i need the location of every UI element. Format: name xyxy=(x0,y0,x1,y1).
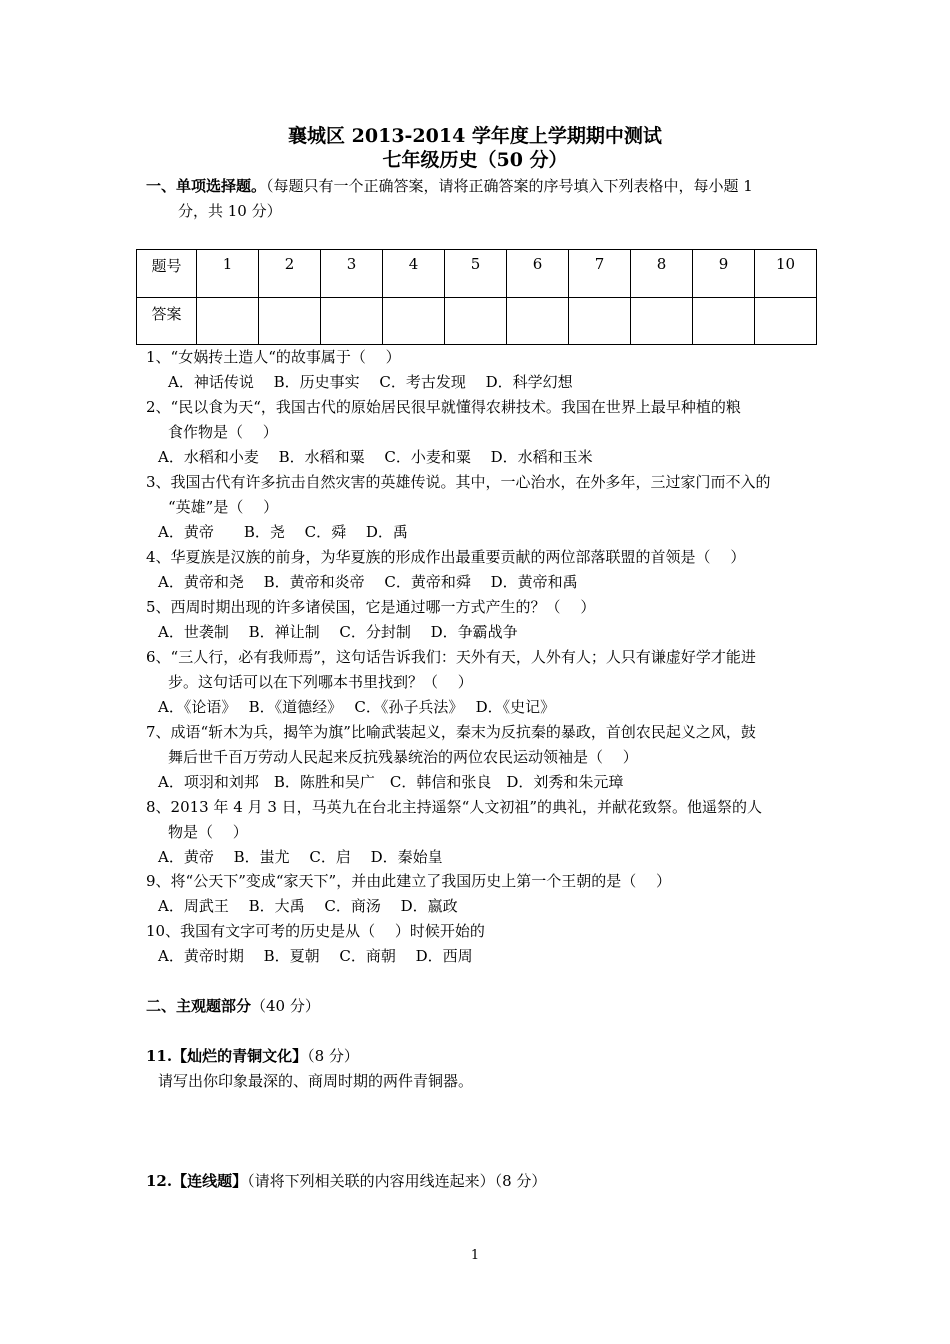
question-number-cell: 9 xyxy=(693,250,755,298)
question-11-score: （8 分） xyxy=(307,1047,359,1065)
question-7-stem: 7、成语“斩木为兵，揭竿为旗”比喻武装起义，秦末为反抗秦的暴政，首创农民起义之风，鼓 xyxy=(146,723,756,741)
question-6-stem-cont: 步。这句话可以在下列哪本书里找到？（ ） xyxy=(168,673,473,691)
question-number-cell: 7 xyxy=(569,250,631,298)
question-11-prompt: 请写出你印象最深的、商周时期的两件青铜器。 xyxy=(158,1072,474,1090)
answer-table xyxy=(136,249,817,345)
answer-cell[interactable] xyxy=(631,297,693,345)
section2-heading: 二、主观题部分 xyxy=(146,997,252,1015)
question-1-stem: 1、“女娲抟土造人“的故事属于（ ） xyxy=(146,348,401,366)
question-7-options: A．项羽和刘邦 B．陈胜和吴广 C．韩信和张良 D．刘秀和朱元璋 xyxy=(158,773,624,791)
question-number-cell: 10 xyxy=(755,250,817,298)
question-12-title: 12.【连线题】 xyxy=(146,1172,248,1190)
question-number-cell: 1 xyxy=(197,250,259,298)
section2-header xyxy=(146,995,320,1017)
answer-cell[interactable] xyxy=(197,297,259,345)
question-11-title: 11.【灿烂的青铜文化】 xyxy=(146,1047,308,1065)
question-6-options: A．《论语》 B．《道德经》 C．《孙子兵法》 D．《史记》 xyxy=(158,698,556,716)
answer-table-answer-row xyxy=(137,297,817,345)
question-9-options: A．周武王 B．大禹 C．商汤 D．嬴政 xyxy=(158,897,458,915)
section1-heading: 一、单项选择题。 xyxy=(146,177,267,195)
section1-header xyxy=(146,175,753,197)
question-8-stem: 8、2013 年 4 月 3 日，马英九在台北主持遥祭“人文初祖”的典礼，并献花致祭。他遥祭的人 xyxy=(146,798,762,816)
answer-cell[interactable] xyxy=(507,297,569,345)
answer-cell[interactable] xyxy=(755,297,817,345)
question-10-stem: 10、我国有文字可考的历史是从（ ）时候开始的 xyxy=(146,922,485,940)
row-label-answer: 答案 xyxy=(137,297,197,345)
question-11-header xyxy=(146,1045,359,1067)
answer-cell[interactable] xyxy=(445,297,507,345)
question-8-options: A．黄帝 B．蚩尤 C．启 D．秦始皇 xyxy=(158,848,443,866)
question-9-stem: 9、将“公天下”变成“家天下”，并由此建立了我国历史上第一个王朝的是（ ） xyxy=(146,872,671,890)
question-2-stem: 2、“民以食为天“，我国古代的原始居民很早就懂得农耕技术。我国在世界上最早种植的粮 xyxy=(146,398,741,416)
exam-subtitle: 七年级历史（50 分） xyxy=(382,149,568,171)
question-1-options: A．神话传说 B．历史事实 C．考古发现 D．科学幻想 xyxy=(168,373,573,391)
section1-instruction: （每题只有一个正确答案，请将正确答案的序号填入下列表格中，每小题 1 xyxy=(266,177,753,195)
question-3-options: A．黄帝 B．尧 C．舜 D．禹 xyxy=(158,523,408,541)
question-number-cell: 2 xyxy=(259,250,321,298)
question-number-cell: 8 xyxy=(631,250,693,298)
answer-cell[interactable] xyxy=(693,297,755,345)
answer-cell[interactable] xyxy=(569,297,631,345)
answer-cell[interactable] xyxy=(259,297,321,345)
page-number: 1 xyxy=(470,1248,480,1263)
question-5-options: A．世袭制 B．禅让制 C．分封制 D．争霸战争 xyxy=(158,623,518,641)
answer-cell[interactable] xyxy=(383,297,445,345)
question-8-stem-cont: 物是（ ） xyxy=(168,823,248,841)
question-7-stem-cont: 舞后世千百万劳动人民起来反抗残暴统治的两位农民运动领袖是（ ） xyxy=(168,748,638,766)
question-6-stem: 6、“三人行，必有我师焉”，这句话告诉我们：天外有天，人外有人；人只有谦虚好学才能进 xyxy=(146,648,756,666)
question-number-cell: 4 xyxy=(383,250,445,298)
question-number-cell: 6 xyxy=(507,250,569,298)
answer-cell[interactable] xyxy=(321,297,383,345)
question-3-stem: 3、我国古代有许多抗击自然灾害的英雄传说。其中，一心治水，在外多年，三过家门而不入的 xyxy=(146,473,771,491)
row-label-number: 题号 xyxy=(137,250,197,298)
question-number-cell: 5 xyxy=(445,250,507,298)
question-5-stem: 5、西周时期出现的许多诸侯国，它是通过哪一方式产生的？（ ） xyxy=(146,598,596,616)
question-2-stem-cont: 食作物是（ ） xyxy=(168,423,278,441)
exam-title: 襄城区 2013-2014 学年度上学期期中测试 xyxy=(288,125,662,147)
answer-table-header-row xyxy=(137,250,817,298)
question-3-stem-cont: “英雄”是（ ） xyxy=(168,498,279,516)
section2-score: （40 分） xyxy=(251,997,320,1015)
question-4-options: A．黄帝和尧 B．黄帝和炎帝 C．黄帝和舜 D．黄帝和禹 xyxy=(158,573,578,591)
question-12-note: （请将下列相关联的内容用线连起来）（8 分） xyxy=(247,1172,547,1190)
question-12-header xyxy=(146,1170,546,1192)
question-10-options: A．黄帝时期 B．夏朝 C．商朝 D．西周 xyxy=(158,947,473,965)
question-2-options: A．水稻和小麦 B．水稻和粟 C．小麦和粟 D．水稻和玉米 xyxy=(158,448,593,466)
section1-instruction-cont: 分，共 10 分） xyxy=(178,202,282,220)
question-4-stem: 4、华夏族是汉族的前身，为华夏族的形成作出最重要贡献的两位部落联盟的首领是（ ） xyxy=(146,548,746,566)
question-number-cell: 3 xyxy=(321,250,383,298)
